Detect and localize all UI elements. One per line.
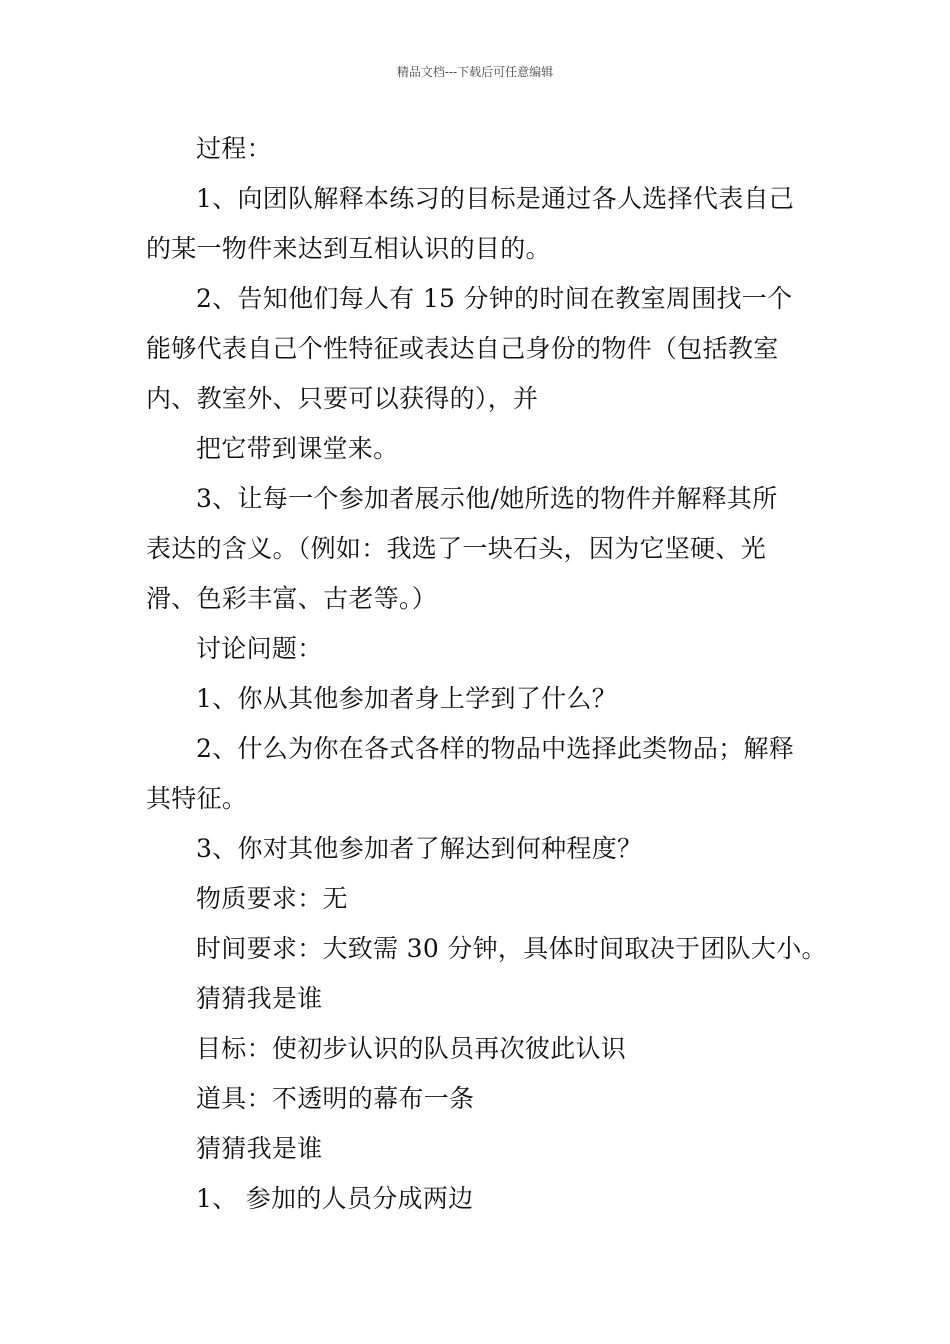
document-body — [146, 124, 827, 1224]
paragraph-line: 能够代表自己个性特征或表达自己身份的物件（包括教室 — [146, 334, 779, 363]
paragraph-line: 把它带到课堂来。 — [196, 434, 399, 463]
paragraph-line: 1、 参加的人员分成两边 — [196, 1184, 474, 1213]
activity-title: 猜猜我是谁 — [196, 1134, 323, 1163]
page-header: 精品文档---下载后可任意编辑 — [396, 65, 554, 79]
paragraph-line: 1、向团队解释本练习的目标是通过各人选择代表自己 — [196, 184, 795, 213]
section-heading-discussion: 讨论问题： — [196, 634, 323, 663]
paragraph-line: 2、什么为你在各式各样的物品中选择此类物品；解释 — [196, 734, 795, 763]
paragraph-line: 内、教室外、只要可以获得的），并 — [146, 384, 539, 413]
paragraph-line: 1、你从其他参加者身上学到了什么？ — [196, 684, 618, 713]
paragraph-line: 表达的含义。（例如：我选了一块石头，因为它坚硬、光 — [146, 534, 767, 563]
material-requirement: 物质要求：无 — [196, 884, 348, 913]
section-heading-process: 过程： — [196, 134, 272, 163]
activity-title: 猜猜我是谁 — [196, 984, 323, 1013]
paragraph-line: 滑、色彩丰富、古老等。） — [146, 584, 438, 613]
paragraph-line: 2、告知他们每人有 15 分钟的时间在教室周围找一个 — [196, 284, 793, 313]
paragraph-line: 其特征。 — [146, 784, 248, 813]
paragraph-line: 3、让每一个参加者展示他/她所选的物件并解释其所 — [196, 484, 778, 513]
time-requirement: 时间要求：大致需 30 分钟，具体时间取决于团队大小。 — [196, 934, 827, 963]
activity-goal: 目标：使初步认识的队员再次彼此认识 — [196, 1034, 627, 1063]
paragraph-line: 的某一物件来达到互相认识的目的。 — [146, 234, 551, 263]
activity-props: 道具：不透明的幕布一条 — [196, 1084, 475, 1113]
paragraph-line: 3、你对其他参加者了解达到何种程度？ — [196, 834, 643, 863]
